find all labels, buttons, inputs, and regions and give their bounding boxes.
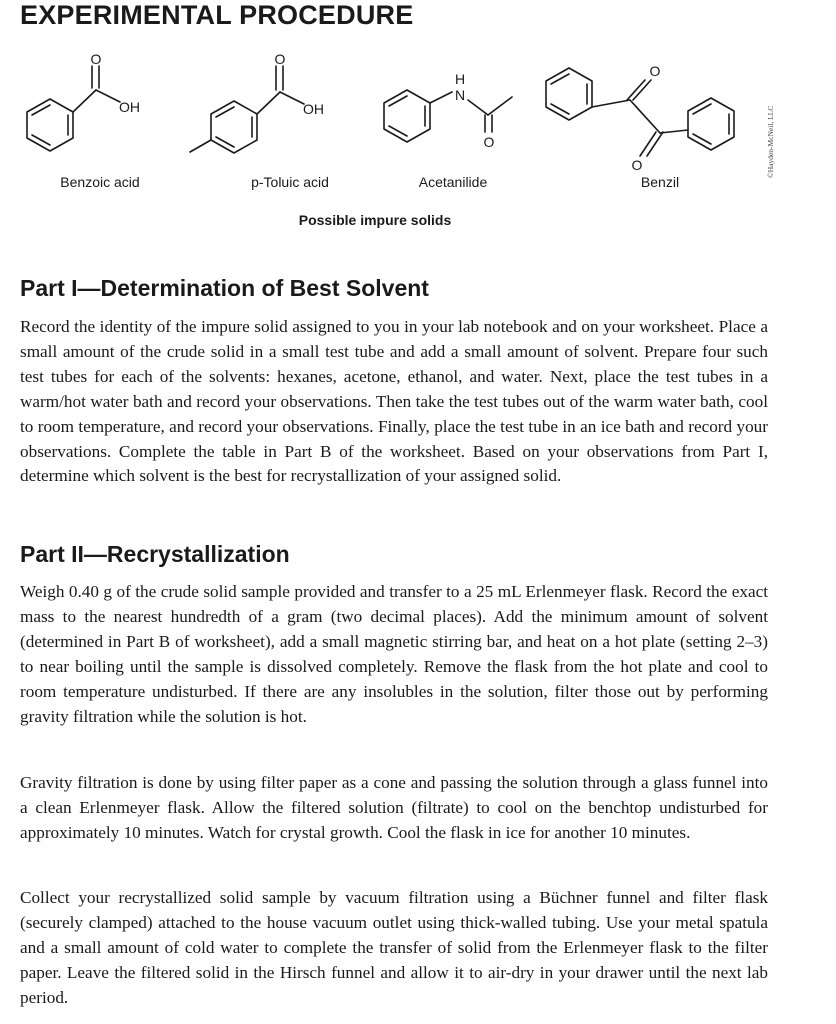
chemical-structures bbox=[0, 40, 836, 240]
benzil-oxygen-top: O bbox=[649, 63, 661, 79]
compound-name-p-toluic-acid: p-Toluic acid bbox=[251, 174, 329, 190]
paragraph-part-2-1: Weigh 0.40 g of the crude solid sample provided and transfer to a 25 mL Erlenmeyer flask. Record the exact mass to the nearest hundredth of a gram (two decimal places). Add the minimum amount of solvent (determined in Part B of worksheet), add a small magnetic stirring bar, and heat on a hot plate (setting 2–3) to near boiling until the sample is dissolved completely. Remove the flask from the hot plate and cool to room temperature undisturbed. If there are any insolubles in the solution, filter those out by performing gravity filtration while the solution is hot. bbox=[20, 582, 768, 726]
benzil-structure bbox=[546, 68, 734, 156]
paragraph-part-2-2: Gravity filtration is done by using filter paper as a cone and passing the solution through a glass funnel into a clean Erlenmeyer flask. Allow the filtered solution (filtrate) to cool on the benchtop undisturbed for approximately 10 minutes. Watch for crystal growth. Cool the flask in ice for another 10 minutes. bbox=[20, 773, 768, 842]
figure-caption: Possible impure solids bbox=[298, 212, 452, 228]
page-title: EXPERIMENTAL PROCEDURE bbox=[20, 0, 414, 30]
structures-figure bbox=[0, 40, 836, 240]
benzoic-hydroxyl: OH bbox=[119, 99, 140, 115]
compound-name-benzoic-acid: Benzoic acid bbox=[60, 174, 140, 190]
compound-name-benzil: Benzil bbox=[640, 174, 680, 190]
p-toluic-acid-structure bbox=[190, 66, 304, 153]
paragraph-part-2-3: Collect your recrystallized solid sample by vacuum filtration using a Büchner funnel and filter flask (securely clamped) attached to the house vacuum outlet using thick-walled tubing. Use your metal spatula and a small amount of cold water to complete the transfer of solid from the Erlenmeyer flask to the filter paper. Leave the filtered solid in the Hirsch funnel and allow it to air-dry in your drawer until the next lab period. bbox=[20, 888, 768, 1007]
benzoic-carbonyl-oxygen: O bbox=[90, 51, 102, 67]
paragraph-part-1: Record the identity of the impure solid assigned to you in your lab notebook and on your worksheet. Place a small amount of the crude solid in a small test tube and add a small amount of solvent. Prepare four such test tubes for each of the solvents: hexanes, acetone, ethanol, and water. Next, place the test tubes in a warm/hot water bath and record your observations. Then take the test tubes out of the warm water bath, cool to room temperature, and record your observations. Finally, place the test tube in an ice bath and record your observations. Complete the table in Part B of the worksheet. Based on your observations from Part I, determine which solvent is the best for recrystallization of your assigned solid. bbox=[20, 317, 768, 486]
toluic-carbonyl-oxygen: O bbox=[274, 51, 286, 67]
section-heading-part-1: Part I—Determination of Best Solvent bbox=[20, 275, 429, 301]
toluic-hydroxyl: OH bbox=[303, 101, 324, 117]
section-heading-part-2: Part II—Recrystallization bbox=[20, 541, 290, 567]
acetanilide-hydrogen: H bbox=[454, 71, 466, 87]
benzil-oxygen-bottom: O bbox=[631, 157, 643, 173]
compound-name-acetanilide: Acetanilide bbox=[418, 174, 488, 190]
acetanilide-oxygen: O bbox=[483, 134, 495, 150]
copyright-notice: ©Hayden-McNeil, LLC bbox=[766, 105, 775, 178]
benzoic-acid-structure bbox=[27, 66, 120, 151]
acetanilide-nitrogen: N bbox=[454, 87, 466, 103]
